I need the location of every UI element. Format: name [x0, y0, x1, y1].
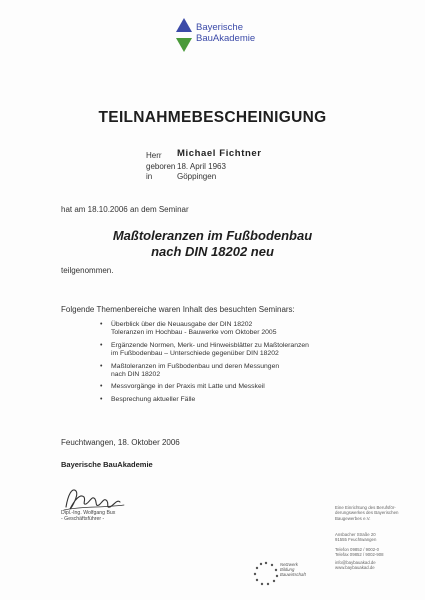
address-street: Ansbacher Straße 20 [335, 532, 376, 537]
topic-line: Ergänzende Normen, Merk- und Hinweisblätter zu Maßtoleranzen [111, 341, 309, 349]
topics-list [100, 321, 370, 408]
network-stars-icon [252, 560, 280, 586]
topic-line: im Fußbodenbau – Unterschiede gegenüber DIN 18202 [111, 350, 279, 358]
topic-line: Überblick über die Neuausgabe der DIN 18202 [111, 321, 253, 328]
footer-note-line: derungswerkes des Bayerischen [335, 510, 399, 516]
network-line2: Bildung [280, 567, 295, 573]
topics-intro: Folgende Themenbereiche waren Inhalt des besuchten Seminars: [61, 305, 295, 314]
course-title-line1: Maßtoleranzen im Fußbodenbau [112, 228, 313, 243]
logo-line2: BauAkademie [196, 33, 256, 44]
address-email: info@baybauakad.de [335, 559, 376, 565]
participation-text: teilgenommen. [61, 266, 114, 275]
address-city: 91555 Feuchtwangen [335, 537, 377, 543]
list-item [100, 363, 370, 380]
address-phone: Telefon 09852 / 9002-0 [335, 546, 379, 552]
address-block [335, 532, 415, 570]
address-web: www.baybauakad.de [335, 565, 375, 571]
signer-block [61, 510, 115, 523]
list-item [100, 342, 370, 359]
logo-line1: Bayerische [196, 22, 243, 33]
born-place: Göppingen [177, 172, 217, 181]
footer-note [335, 505, 415, 521]
born-label: geboren [146, 161, 176, 171]
logo-text [196, 22, 255, 44]
document-title: TEILNAHMEBESCHEINIGUNG [98, 109, 327, 126]
seminar-date-line: hat am 18.10.2006 an dem Seminar [61, 205, 189, 214]
footer-note-line: Baugewerbes e.V. [335, 515, 371, 521]
footer-note-line: Eine Einrichtung des Berufsför- [335, 505, 396, 510]
signer-title: - Geschäftsführer - [61, 516, 105, 523]
list-item [100, 383, 370, 391]
network-line1: Netzwerk [280, 562, 298, 567]
topic-line: Messvorgänge in der Praxis mit Latte und Messkeil [111, 383, 265, 391]
topic-line: Besprechung aktueller Fälle [111, 395, 196, 403]
network-text [280, 562, 306, 578]
bullet-icon: • [100, 362, 103, 370]
course-title-line2: nach DIN 18202 neu [151, 244, 274, 259]
address-fax: Telefax 09852 / 9002-908 [335, 552, 384, 558]
place-date: Feuchtwangen, 18. Oktober 2006 [61, 438, 180, 447]
signer-name: Dipl.-Ing. Wolfgang Bux [61, 510, 116, 516]
course-title [0, 228, 425, 260]
organization-name: Bayerische BauAkademie [61, 460, 153, 469]
topic-line: nach DIN 18202 [111, 371, 161, 379]
list-item [100, 321, 370, 338]
list-item [100, 396, 370, 404]
bullet-icon: • [100, 395, 103, 403]
topic-line: Toleranzen im Hochbau - Bauwerke vom Oktober 2005 [111, 329, 277, 337]
topic-line: Maßtoleranzen im Fußbodenbau und deren Messungen [111, 362, 280, 370]
bullet-icon: • [100, 321, 103, 328]
salutation-label: Herr [146, 151, 162, 160]
bullet-icon: • [100, 383, 103, 391]
born-date: 18. April 1963 [177, 161, 226, 171]
in-label: in [146, 172, 153, 181]
person-name: Michael Fichtner [177, 148, 262, 159]
bullet-icon: • [100, 341, 103, 349]
network-line3: Bauwirtschaft [280, 572, 306, 578]
